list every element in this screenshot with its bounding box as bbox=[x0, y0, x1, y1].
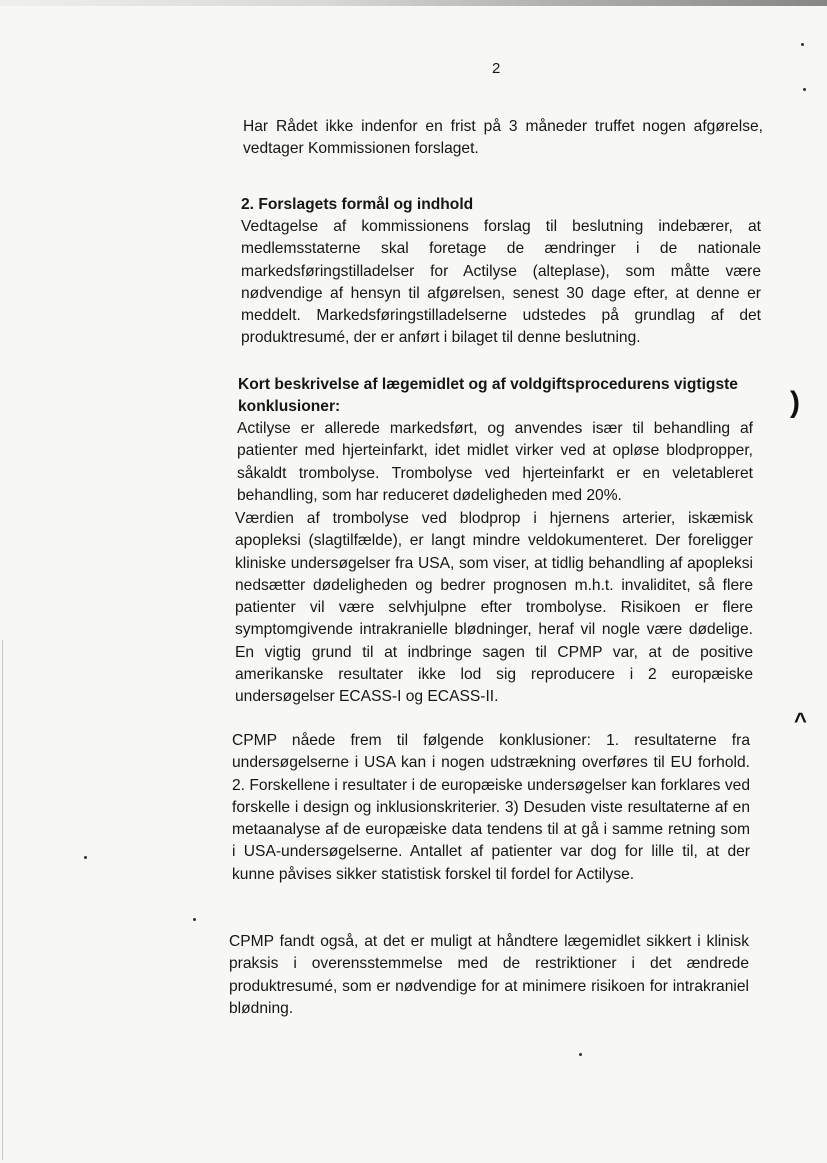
summary-paragraph-2: Værdien af trombolyse ved blodprop i hjernens arterier, iskæmisk apopleksi (slagtilfælde), er langt mindre veldokumenteret. Der foreligger kliniske undersøgelser fra USA, som viser, at tidlig behandling af apopleksi nedsætter dødeligheden og bedrer prognosen m.h.t. invaliditet, så flere patienter vil være selvhjulpne efter trombolyse. Risikoen er flere symptomgivende intrakranielle blødninger, heraf vil nogle være dødelige. En vigtig grund til at indbringe sagen til CPMP var, at de positive amerikanske resultater ikke lod sig reproducere i 2 europæiske undersøgelser ECASS-I og ECASS-II. bbox=[235, 510, 753, 706]
cpmp-safety-paragraph: CPMP fandt også, at det er muligt at håndtere lægemidlet sikkert i klinisk praksis i overensstemmelse med de restriktioner i det ændrede produktresumé, som er nødvendige for at minimere risikoen for intrakraniel blødning. bbox=[229, 933, 749, 1017]
scan-left-edge bbox=[2, 640, 3, 1160]
summary-paragraph-1: Actilyse er allerede markedsført, og anvendes især til behandling af patienter med hjerteinfarkt, idet midlet virker ved at opløse blodpropper, såkaldt trombolyse. Trombolyse ved hjerteinfarkt er en veletableret behandling, som har reduceret dødeligheden med 20%. bbox=[237, 420, 753, 504]
intro-paragraph: Har Rådet ikke indenfor en frist på 3 måneder truffet nogen afgørelse, vedtager Kommissionen forslaget. bbox=[243, 118, 763, 158]
scan-speck bbox=[801, 43, 804, 46]
section-2-heading: 2. Forslagets formål og indhold bbox=[241, 196, 474, 213]
section-2-body: Vedtagelse af kommissionens forslag til beslutning indebærer, at medlemsstaterne skal foretage de ændringer i de nationale markedsføringstilladelser for Actilyse (alteplase), som måtte være nødvendige af hensyn til afgørelsen, senest 30 dage efter, at denne er meddelt. Markedsføringstilladelserne udstedes på grundlag af det produktresumé, der er anført i bilaget til denne beslutning. bbox=[241, 218, 761, 347]
cpmp-conclusions-paragraph: CPMP nåede frem til følgende konklusioner: 1. resultaterne fra undersøgelserne i USA kan i nogen udstrækning overføres til EU forhold. 2. Forskellene i resultater i de europæiske undersøgelser kan forklares ved forskelle i design og inklusionskriterier. 3) Desuden viste resultaterne af en metaanalyse af de europæiske data tendens til at gå i samme retning som i USA-undersøgelserne. Antallet af patienter var dog for lille til, at der kunne påvises sikker statistisk forskel til fordel for Actilyse. bbox=[232, 732, 750, 883]
scan-speck bbox=[579, 1053, 582, 1056]
scan-speck bbox=[193, 918, 196, 921]
punch-hole-mark-upper: ) bbox=[790, 386, 800, 419]
scan-top-edge bbox=[0, 0, 827, 6]
page-number: 2 bbox=[492, 60, 501, 77]
punch-hole-mark-lower: ^ bbox=[794, 708, 807, 733]
summary-heading: Kort beskrivelse af lægemidlet og af voldgiftsprocedurens vigtigste konklusioner: bbox=[238, 376, 738, 416]
scan-speck bbox=[84, 856, 87, 859]
scan-speck bbox=[803, 88, 806, 91]
